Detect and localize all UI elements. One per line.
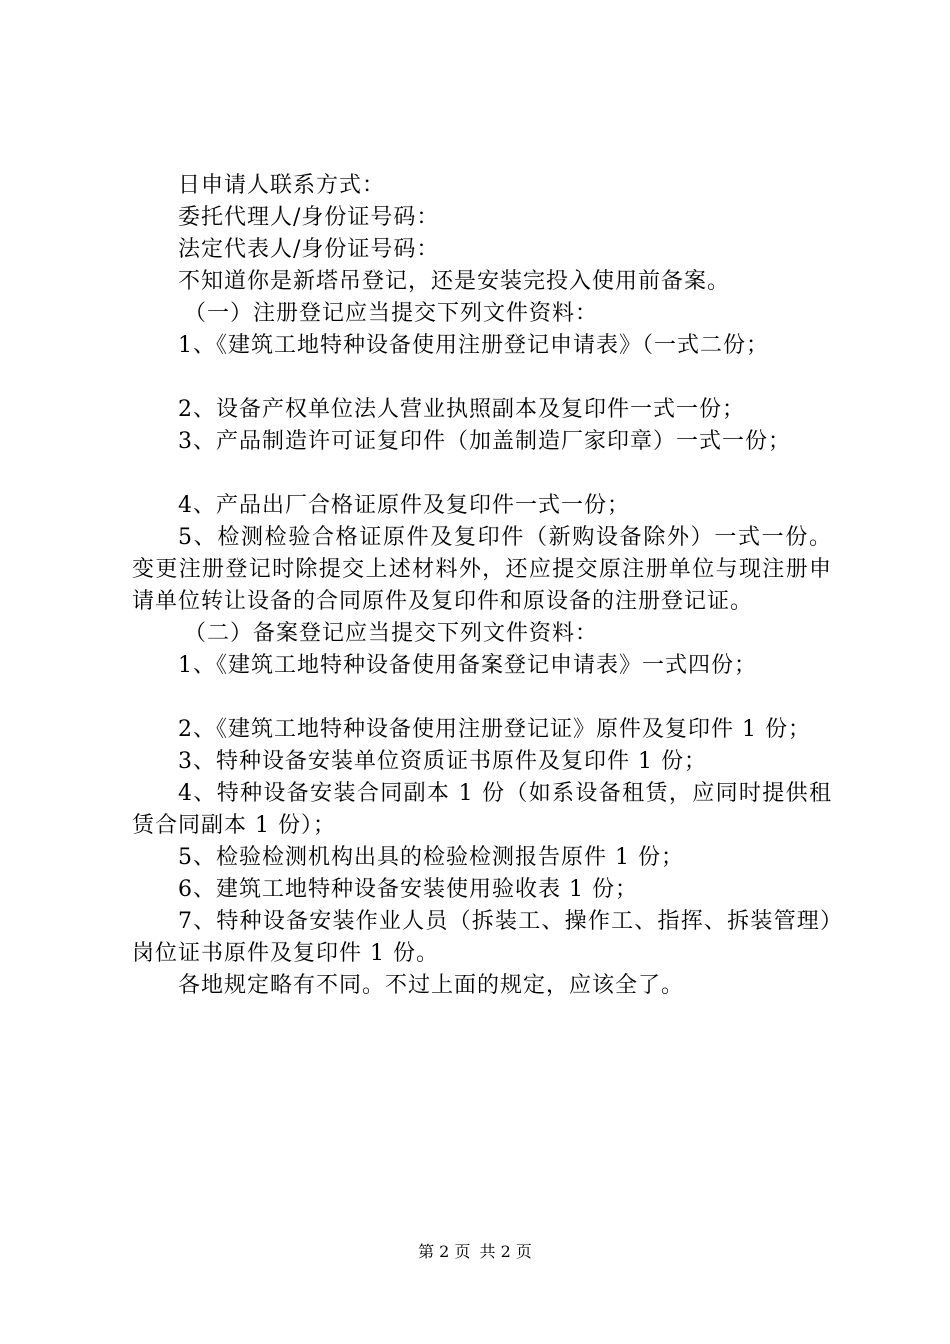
list-item: 4、特种设备安装合同副本 1 份（如系设备租赁，应同时提供租赁合同副本 1 份）； <box>132 781 832 838</box>
paragraph-applicant-contact: 日申请人联系方式： <box>178 173 386 198</box>
list-item: 1、《建筑工地特种设备使用备案登记申请表》一式四份； <box>178 653 757 678</box>
list-item: 7、特种设备安装作业人员（拆装工、操作工、指挥、拆装管理）岗位证书原件及复印件 1 份。 <box>132 909 832 966</box>
paragraph-agent-id: 委托代理人/身份证号码： <box>178 205 440 230</box>
list-item: 5、检测检验合格证原件及复印件（新购设备除外）一式一份。变更注册登记时除提交上述材料外，还应提交原注册单位与现注册申请单位转让设备的合同原件及复印件和原设备的注册登记证。 <box>132 525 832 614</box>
paragraph-intro: 不知道你是新塔吊登记，还是安装完投入使用前备案。 <box>178 269 731 294</box>
list-item: 1、《建筑工地特种设备使用注册登记申请表》（一式二份； <box>178 333 769 358</box>
list-item: 2、设备产权单位法人营业执照副本及复印件一式一份； <box>178 397 745 422</box>
list-item: 2、《建筑工地特种设备使用注册登记证》原件及复印件 1 份； <box>178 717 811 742</box>
page-footer <box>0 1242 950 1262</box>
list-item: 3、产品制造许可证复印件（加盖制造厂家印章）一式一份； <box>178 429 791 454</box>
section-heading-filing: （二）备案登记应当提交下列文件资料： <box>184 621 599 646</box>
document-body <box>132 170 832 1002</box>
list-item: 5、检验检测机构出具的检验检测报告原件 1 份； <box>178 845 684 870</box>
page-total: 共 2 页 <box>479 1242 532 1261</box>
list-item: 3、特种设备安装单位资质证书原件及复印件 1 份； <box>178 749 707 774</box>
paragraph-closing: 各地规定略有不同。不过上面的规定，应该全了。 <box>178 973 685 998</box>
page-number: 第 2 页 <box>418 1242 471 1261</box>
paragraph-legal-rep-id: 法定代表人/身份证号码： <box>178 237 440 262</box>
list-item: 4、产品出厂合格证原件及复印件一式一份； <box>178 493 630 518</box>
list-item: 6、建筑工地特种设备安装使用验收表 1 份； <box>178 877 638 902</box>
section-heading-registration: （一）注册登记应当提交下列文件资料： <box>184 301 599 326</box>
